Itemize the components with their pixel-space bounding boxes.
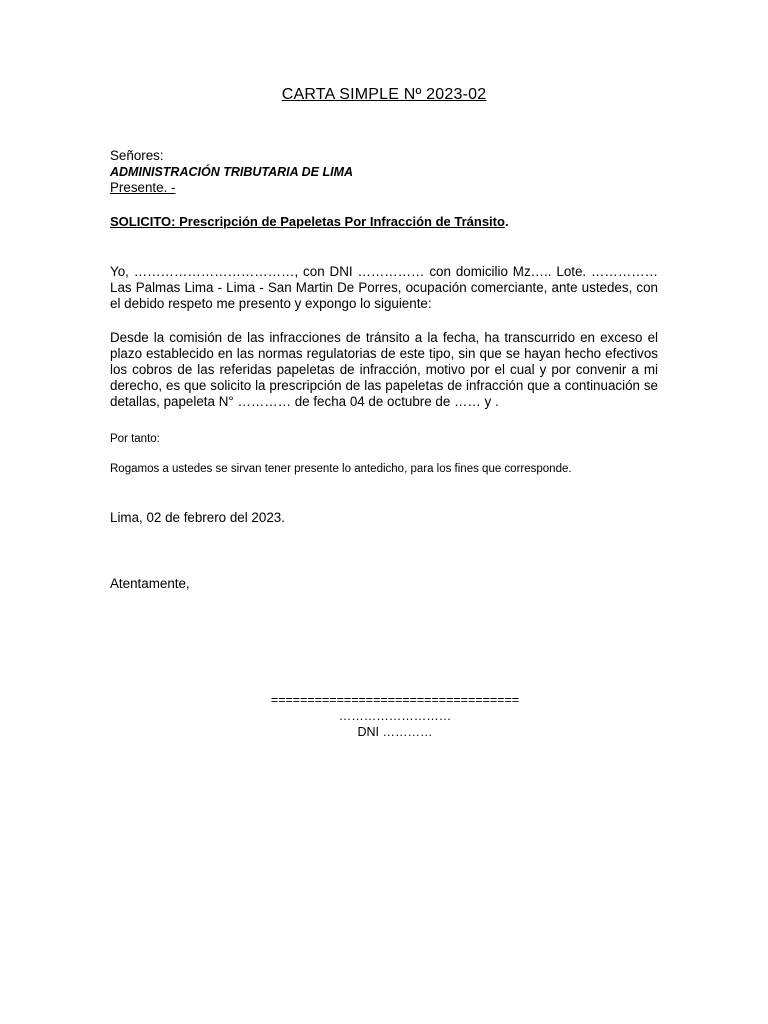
addressee-block — [110, 148, 658, 196]
body-paragraph: Desde la comisión de las infracciones de tránsito a la fecha, ha transcurrido en exceso el plazo establecido en las normas regulatorias de este tipo, sin que se hayan hecho efectivos los cobros de las referidas papeletas de infracción, motivo por el cual y por convenir a mi derecho, es que solicito la prescripción de las papeletas de infracción que a continuación se detallas, papeleta N° ………… de fecha 04 de octubre de …… y . — [110, 330, 658, 409]
signature-name: ……………………… — [338, 709, 452, 723]
por-tanto: Por tanto: — [110, 433, 160, 445]
signature-block — [0, 692, 768, 740]
closing-request: Rogamos a ustedes se sirvan tener presente lo antedicho, para los fines que corresponde. — [110, 463, 572, 475]
date-line: Lima, 02 de febrero del 2023. — [110, 510, 285, 525]
signature-dni: DNI ………… — [357, 725, 433, 739]
signature-line: ================================== — [270, 693, 520, 707]
intro-paragraph: Yo, ………………………………, con DNI …………… con domicilio Mz….. Lote. …………… Las Palmas Lima - Lima - San Martin De Porres, ocupación comerciante, ante ustedes, con el debido respeto me presento y expongo lo siguiente: — [110, 264, 658, 311]
institution-name: ADMINISTRACIÓN TRIBUTARIA DE LIMA — [110, 165, 354, 179]
subject-suffix: . — [504, 214, 509, 229]
salutation: Señores: — [110, 148, 164, 163]
subject-line — [110, 214, 658, 230]
sign-off: Atentamente, — [110, 576, 190, 591]
presente-line: Presente. - — [110, 180, 176, 195]
subject-text: SOLICITO: Prescripción de Papeletas Por Infracción de Tránsito — [110, 214, 505, 229]
letter-title: CARTA SIMPLE Nº 2023-02 — [281, 86, 487, 103]
